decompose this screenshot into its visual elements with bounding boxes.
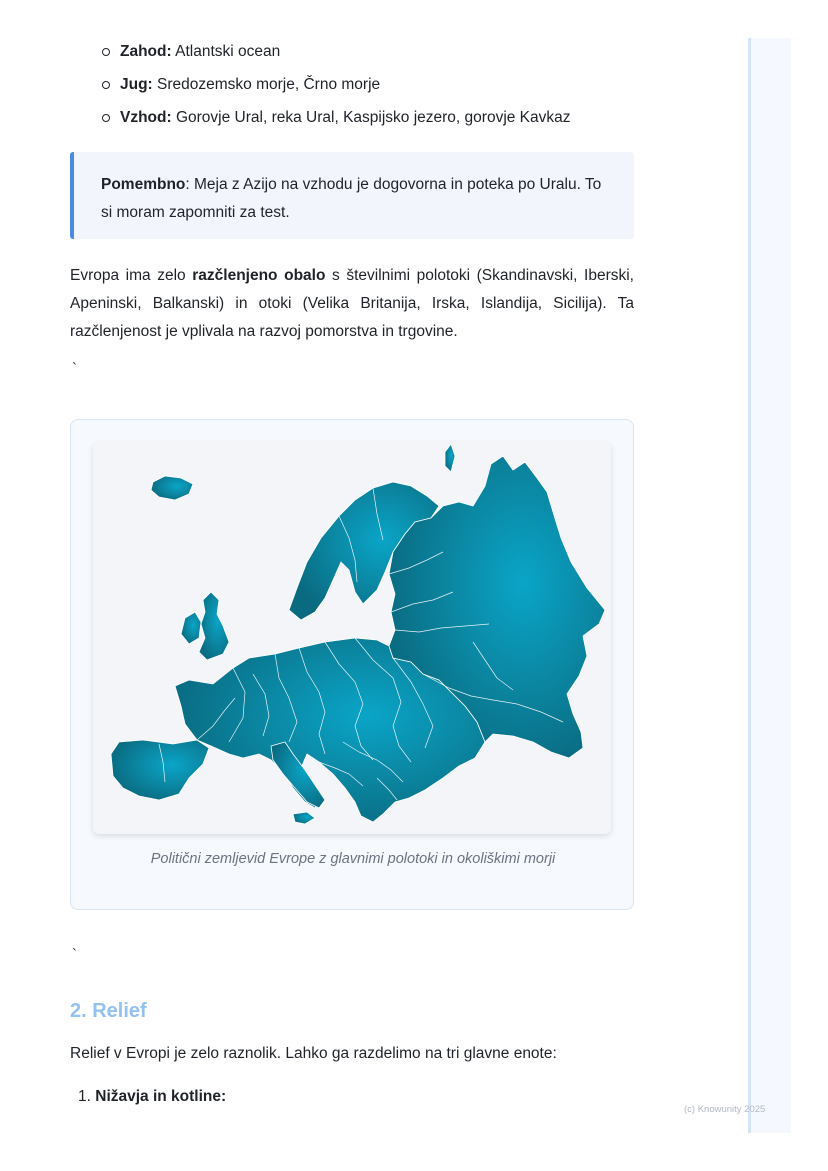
europe-map [93, 442, 611, 834]
coast-paragraph [70, 262, 634, 346]
list-item-label: Nižavja in kotline: [95, 1088, 227, 1105]
paragraph-text: s številnimi polotoki (Skandinavski, Iberski, Apeninski, Balkanski) in otoki (Velika Britanija, Irska, Islandija, Sicilija). Ta razčlenjenost je vplivala na razvoj pomorstva in trgovine. [70, 267, 634, 340]
hollow-bullet-icon [102, 114, 110, 122]
section-heading: 2. Relief [70, 1000, 147, 1022]
border-label: Jug: [120, 76, 153, 93]
list-number: 1. [78, 1088, 91, 1105]
list-item [102, 40, 642, 73]
paragraph-text: Evropa ima zelo [70, 267, 193, 284]
side-panel [748, 38, 791, 1133]
ireland-shape [181, 612, 201, 644]
list-item [102, 73, 642, 106]
list-item [102, 106, 642, 139]
novaya-zemlya-shape [445, 444, 455, 472]
great-britain-shape [199, 592, 229, 660]
hollow-bullet-icon [102, 48, 110, 56]
relief-intro: Relief v Evropi je zelo raznolik. Lahko ga razdelimo na tri glavne enote: [70, 1045, 557, 1062]
map-figure [70, 419, 634, 910]
border-text: Sredozemsko morje, Črno morje [157, 76, 381, 93]
border-label: Vzhod: [120, 109, 172, 126]
figure-caption: Politični zemljevid Evrope z glavnimi polotoki in okoliškimi morji [150, 851, 556, 867]
watermark: (c) Knowunity 2025 [684, 1104, 766, 1115]
border-text: Gorovje Ural, reka Ural, Kaspijsko jezero, gorovje Kavkaz [175, 109, 571, 126]
iceland-shape [151, 476, 193, 500]
hollow-bullet-icon [102, 81, 110, 89]
border-text: Atlantski ocean [175, 43, 281, 60]
paragraph-bold: razčlenjeno obalo [192, 267, 326, 284]
borders-list [102, 40, 642, 139]
border-label: Zahod: [120, 43, 172, 60]
backtick-mark: ` [72, 360, 77, 377]
backtick-mark: ` [72, 946, 77, 963]
sicily-shape [293, 812, 315, 824]
important-note [70, 152, 634, 239]
relief-list [78, 1085, 226, 1109]
note-label: Pomembno [101, 176, 186, 193]
note-text: : Meja z Azijo na vzhodu je dogovorna in poteka po Uralu. To si moram zapomniti za test. [101, 176, 602, 221]
